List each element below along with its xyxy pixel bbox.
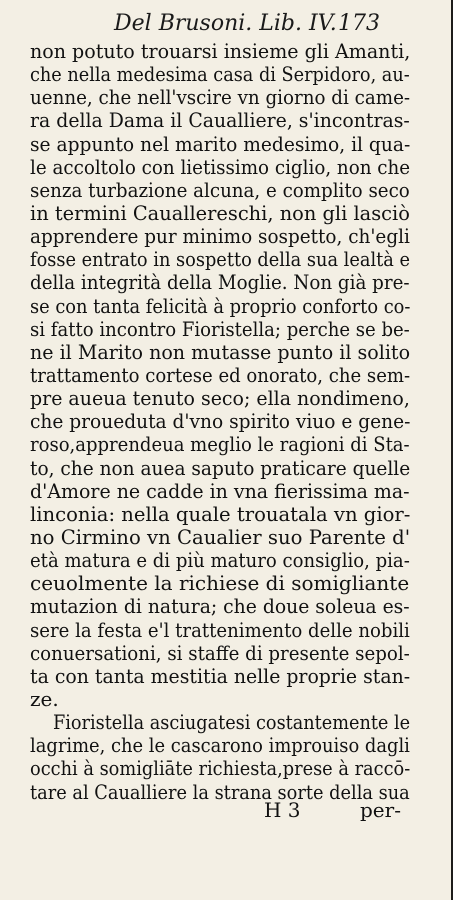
text-line: to, che non auea saputo praticare quelle xyxy=(30,455,411,480)
text-line: le accoltolo con lietissimo ciglio, non che xyxy=(30,154,411,179)
text-line: si fatto incontro Fioristella; perche se be- xyxy=(30,316,410,341)
catchword: per- xyxy=(360,798,401,822)
text-line: età matura e di più maturo consiglio, pia- xyxy=(30,548,410,573)
text-line: lagrime, che le cascarono improuiso dagli xyxy=(30,733,410,758)
page-number: 173 xyxy=(338,11,380,36)
text-line: trattamento cortese ed onorato, che sem- xyxy=(30,362,411,387)
text-line: che nella medesima casa di Serpidoro, au- xyxy=(30,62,410,87)
text-line: sere la festa e'l trattenimento delle nobili xyxy=(30,617,410,642)
text-line: se appunto nel marito medesimo, il qua- xyxy=(30,131,411,156)
text-line: ceuolmente la richiese di somigliante xyxy=(30,571,410,596)
text-line: non potuto trouarsi insieme gli Amanti, xyxy=(30,39,411,63)
text-line: ra della Dama il Caualliere, s'incontras- xyxy=(30,108,410,133)
body-text xyxy=(30,40,410,804)
text-line: d'Amore ne cadde in vna fierissima ma- xyxy=(30,478,410,503)
text-line: pre aueua tenuto seco; ella nondimeno, xyxy=(30,386,410,411)
text-line: mutazion di natura; che doue soleua es- xyxy=(30,594,410,619)
running-head: Del Brusoni. Lib. IV. xyxy=(114,11,337,36)
text-line: no Cirmino vn Caualier suo Parente d' xyxy=(30,524,411,549)
text-line: ne il Marito non mutasse punto il solito xyxy=(30,339,411,364)
text-line: uenne, che nell'vscire vn giorno di came- xyxy=(30,85,411,110)
text-line: della integrità della Moglie. Non già pre- xyxy=(30,270,410,295)
text-line: roso,apprendeua meglio le ragioni di Sta- xyxy=(30,432,410,457)
text-line: occhi à somigliāte richiesta,prese à raccō- xyxy=(30,756,411,781)
text-line: fosse entrato in sospetto della sua lealtà e xyxy=(30,247,410,272)
text-line: che proueduta d'vno spirito viuo e gene- xyxy=(30,409,411,434)
text-line: linconia: nella quale trouatala vn gior- xyxy=(30,501,411,526)
page-header xyxy=(30,11,410,41)
text-line: in termini Cauallereschi, non gli lasciò xyxy=(30,200,410,225)
text-line: ze. xyxy=(30,686,59,711)
text-line: conuersationi, si staffe di presente sepol- xyxy=(30,640,410,665)
text-line: tare al Caualliere la strana sorte della sua xyxy=(30,779,410,804)
paragraph-start-line: Fioristella asciugatesi costantemente le xyxy=(52,710,411,735)
page-footer xyxy=(30,798,410,826)
text-line: ta con tanta mestitia nelle proprie stan- xyxy=(30,663,411,688)
text-line: senza turbazione alcuna, e complito seco xyxy=(30,177,410,202)
signature-mark: H 3 xyxy=(264,798,301,822)
text-line: se con tanta felicità à proprio conforto co- xyxy=(30,293,411,318)
text-line: apprendere pur minimo sospetto, ch'egli xyxy=(30,224,410,249)
